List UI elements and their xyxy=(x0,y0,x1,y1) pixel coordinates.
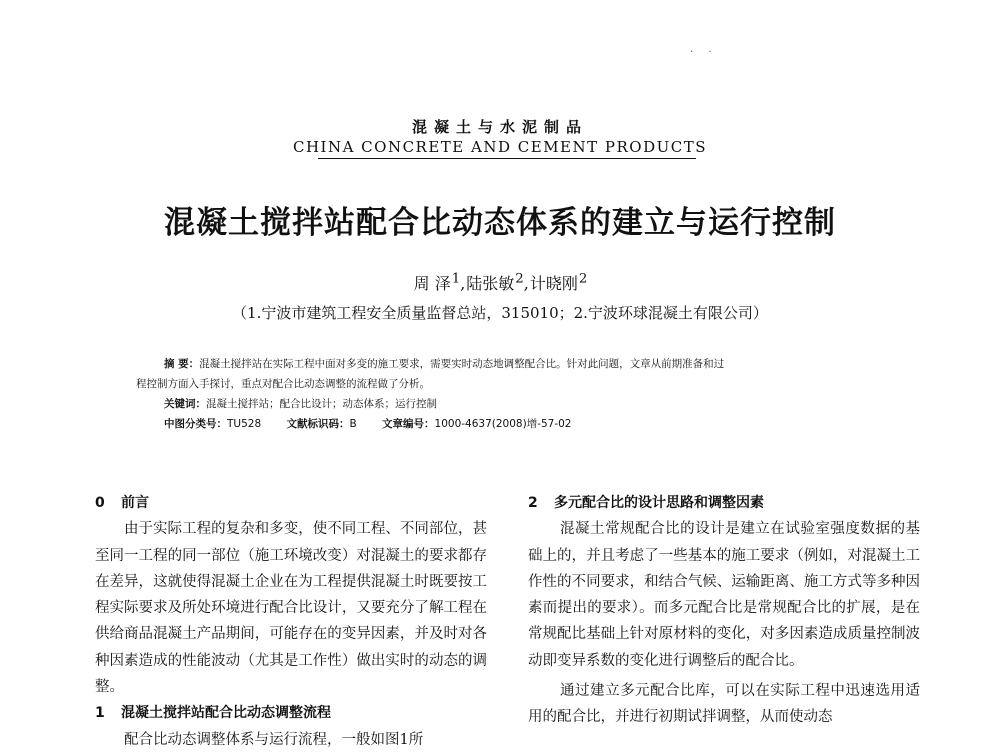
section-number: 1 xyxy=(95,705,105,722)
section-title: 多元配合比的设计思路和调整因素 xyxy=(554,495,764,511)
section-number: 0 xyxy=(95,495,105,511)
scan-specks: . . xyxy=(690,44,718,55)
section-heading-1 xyxy=(95,700,487,726)
author-line: 周 泽$^1$,陆张敏$^2$,计晓刚$^2$ xyxy=(413,271,588,293)
section-heading-0 xyxy=(95,490,487,516)
doc-code-value: B xyxy=(349,418,357,430)
section-title: 混凝土搅拌站配合比动态调整流程 xyxy=(121,705,331,722)
doc-code-label: 文献标识码： xyxy=(286,418,350,430)
author-name: 计晓刚 xyxy=(529,274,578,293)
keywords-label: 关键词： xyxy=(164,398,206,410)
paragraph-intro: 由于实际工程的复杂和多变，使不同工程、不同部位，甚至同一工程的同一部位（施工环境改变）对混凝土的要求都存在差异，这就使得混凝土企业在为工程提供混凝土时既要按工程实际要求及所处环境进行配合比设计，又要充分了解工程在供给商品混凝土产品期间，可能存在的变异因素，并及时对各种因素造成的性能波动（尤其是工作性）做出实时的动态的调整。 xyxy=(95,521,487,696)
clc-label: 中图分类号： xyxy=(164,418,227,430)
section-title: 前言 xyxy=(121,495,149,511)
header-rule xyxy=(318,158,696,159)
abstract-line-2: 程控制方面入手探讨，重点对配合比动态调整的流程做了分析。 xyxy=(136,378,430,390)
abstract-text: 混凝土搅拌站在实际工程中面对多变的施工要求，需要实时动态地调整配合比。针对此问题，文章从前期准备和过 xyxy=(199,358,725,370)
left-column xyxy=(95,490,487,753)
article-no-label: 文章编号： xyxy=(382,418,435,430)
abstract-label: 摘 要： xyxy=(164,358,200,370)
abstract-line xyxy=(136,354,886,374)
section-number: 2 xyxy=(528,495,538,511)
article-title: 混凝土搅拌站配合比动态体系的建立与运行控制 xyxy=(164,205,836,241)
author-sup: 2 xyxy=(515,271,524,287)
affiliation: （1.宁波市建筑工程安全质量监督总站，315010；2.宁波环球混凝土有限公司） xyxy=(232,304,768,322)
author-name: 周 泽 xyxy=(413,274,451,293)
classification-line xyxy=(136,414,886,434)
paragraph-design: 混凝土常规配合比的设计是建立在试验室强度数据的基础上的，并且考虑了一些基本的施工要求（例如，对混凝土工作性的不同要求，和结合气候、运输距离、施工方式等多种因素而提出的要求）。而多元配合比是常规配合比的扩展，是在常规配比基础上针对原材料的变化，对多因素造成质量控制波动即变异系数的变化进行调整后的配合比。 xyxy=(528,521,920,669)
paragraph-library: 通过建立多元配合比库，可以在实际工程中迅速选用适用的配合比，并进行初期试拌调整，从而使动态 xyxy=(528,683,920,726)
journal-name-en: CHINA CONCRETE AND CEMENT PRODUCTS xyxy=(292,138,708,156)
paragraph-flow: 配合比动态调整体系与运行流程，一般如图1所 xyxy=(124,731,424,748)
section-heading-2 xyxy=(528,490,920,516)
abstract-block xyxy=(136,354,886,434)
keywords-text: 混凝土搅拌站；配合比设计；动态体系；运行控制 xyxy=(206,398,437,410)
journal-name-cn: 混凝土与水泥制品 xyxy=(411,118,588,136)
author-name: 陆张敏 xyxy=(466,274,515,293)
right-column xyxy=(528,490,920,731)
clc-value: TU528 xyxy=(227,418,262,430)
author-sup: 2 xyxy=(578,271,588,287)
author-sup: 1 xyxy=(451,271,461,287)
article-no-value: 1000-4637(2008)增-57-02 xyxy=(434,418,572,430)
keywords-line xyxy=(136,394,886,414)
